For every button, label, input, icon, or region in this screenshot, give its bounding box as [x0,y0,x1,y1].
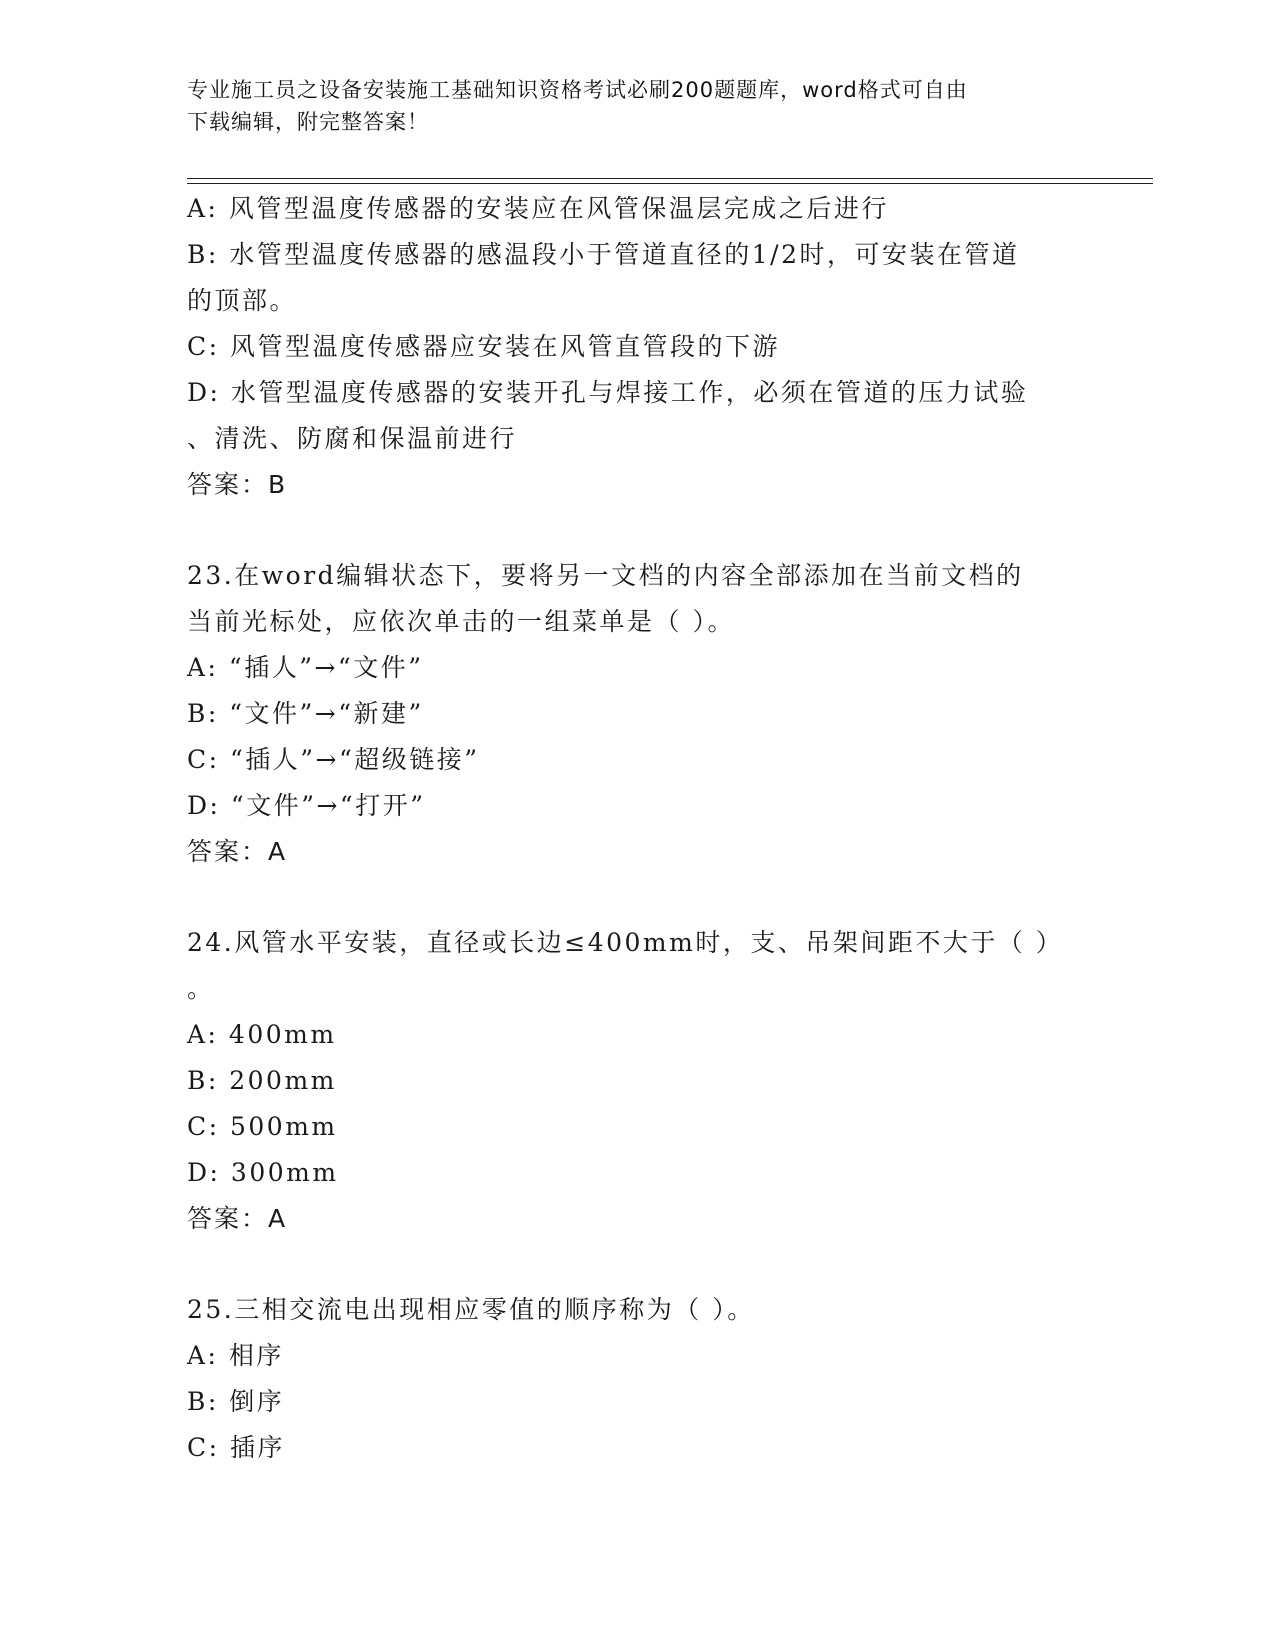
option-c: C: “插人”→“超级链接” [187,745,480,774]
option-c: C: 插序 [187,1433,285,1462]
question-stem-line-2: 。 [187,974,215,1003]
header-line-2: 下载编辑，附完整答案！ [187,110,429,134]
spacer [187,508,1087,553]
option-c: C: 500mm [187,1112,338,1141]
spacer [187,875,1087,920]
option-b-line-1: B: 水管型温度传感器的感温段小于管道直径的1/2时，可安装在管道 [187,240,1020,269]
option-d-line-1: D: 水管型温度传感器的安装开孔与焊接工作，必须在管道的压力试验 [187,378,1029,407]
question-24-block [187,920,1087,1242]
document-header [187,74,1087,138]
header-line-1: 专业施工员之设备安装施工基础知识资格考试必刷200题题库，word格式可自由 [187,78,968,102]
option-a: A: 相序 [187,1341,284,1370]
question-stem-line-2: 当前光标处，应依次单击的一组菜单是（ ）。 [187,607,735,636]
option-b: B: 200mm [187,1066,337,1095]
option-a: A: “插人”→“文件” [187,653,424,682]
option-d-line-2: 、清洗、防腐和保温前进行 [187,424,518,453]
question-23-block [187,553,1087,875]
option-d: D: “文件”→“打开” [187,791,426,820]
question-stem-line-1: 24.风管水平安装，直径或长边≤400mm时，支、吊架间距不大于（ ） [187,928,1064,957]
answer-line: 答案：A [187,837,288,866]
option-a: A: 400mm [187,1020,337,1049]
option-d: D: 300mm [187,1158,339,1187]
option-b: B: “文件”→“新建” [187,699,424,728]
answer-line: 答案：A [187,1204,288,1233]
option-c: C: 风管型温度传感器应安装在风管直管段的下游 [187,332,780,361]
question-22-block [187,186,1087,508]
document-body [187,186,1087,1471]
question-25-block [187,1287,1087,1471]
option-b: B: 倒序 [187,1387,285,1416]
question-stem-line-1: 23.在word编辑状态下，要将另一文档的内容全部添加在当前文档的 [187,561,1024,590]
header-rule-bottom [187,183,1153,184]
option-b-line-2: 的顶部。 [187,286,298,315]
answer-line: 答案：B [187,470,288,499]
header-rule-top [187,178,1153,179]
option-a: A: 风管型温度传感器的安装应在风管保温层完成之后进行 [187,194,889,223]
question-stem: 25.三相交流电出现相应零值的顺序称为（ ）。 [187,1295,755,1324]
spacer [187,1242,1087,1287]
